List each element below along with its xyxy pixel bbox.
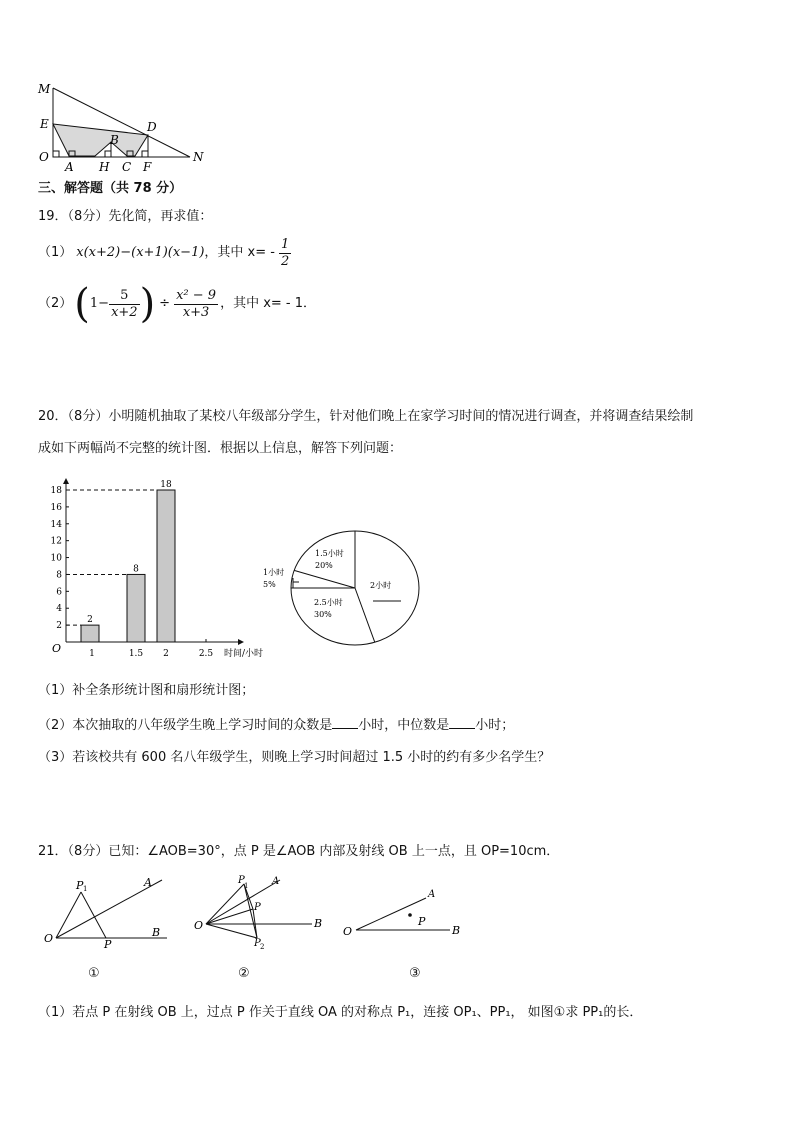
slice-pct: 20% [315, 561, 333, 570]
svg-text:1: 1 [83, 885, 88, 893]
slice-pct: 5% [263, 580, 276, 589]
q20-part2-a: （2）本次抽取的八年级学生晚上学习时间的众数是 [38, 718, 333, 733]
y-tick-label: 18 [50, 486, 62, 496]
svg-text:A: A [272, 876, 280, 887]
data-label: 2 [87, 615, 93, 626]
q21-part1: （1）若点 P 在射线 OB 上，过点 P 作关于直线 OA 的对称点 P₁，连接 OP₁、PP₁， 如图①求 PP₁的长． [38, 1005, 643, 1020]
x-tick-label: 2 [163, 649, 169, 659]
q21-figure-1-label: ① [88, 966, 100, 981]
q21-figure-2-label: ② [238, 966, 250, 981]
q19-part1-fraction [279, 237, 291, 270]
y-tick-label: 8 [56, 570, 62, 581]
x-tick-label: 1.5 [128, 649, 144, 659]
q19-part2-label: （2） [38, 296, 73, 311]
label-F: F [143, 160, 152, 174]
label-C: C [122, 160, 132, 174]
y-tick-label: 2 [56, 621, 62, 632]
pie-chart [255, 526, 425, 648]
svg-text:1: 1 [244, 882, 249, 890]
svg-text:O: O [194, 919, 204, 932]
right-angle-H [105, 151, 111, 157]
slice-pct: 30% [314, 610, 332, 619]
data-label: 8 [133, 564, 139, 575]
section-heading: 三、解答题（共 78 分） [38, 181, 183, 196]
q19-part2-frac1-num: 5 [109, 288, 140, 305]
mode-blank [332, 715, 358, 729]
label-B: B [110, 133, 119, 147]
right-angle-F [142, 151, 148, 157]
q19-part1-frac-num: 1 [280, 236, 290, 252]
y-tick-label: 10 [50, 553, 62, 564]
data-label: 18 [160, 480, 172, 490]
slice-label: 1小时 [263, 568, 285, 577]
q19-part2-div: ÷ [159, 296, 171, 311]
svg-text:B: B [452, 924, 461, 937]
q19-part1-cond: ，其中 x= - [204, 245, 275, 260]
right-paren: ) [139, 281, 156, 327]
q19-part2 [38, 282, 316, 326]
q19-part1-expr: x(x+2)−(x+1)(x−1) [76, 245, 205, 260]
y-axis-arrow [63, 478, 69, 484]
right-angle-O [53, 151, 59, 157]
svg-text:P: P [76, 879, 84, 892]
q20-stem-line2: 成如下两幅尚不完整的统计图．根据以上信息，解答下列问题： [38, 441, 403, 456]
label-N: N [193, 150, 204, 164]
q19-part2-one-minus: 1− [89, 296, 110, 311]
x-axis-label: 时间/小时 [224, 649, 264, 659]
q21-figure-1 [42, 872, 182, 951]
label-M: M [38, 82, 51, 96]
bar-chart [38, 476, 268, 661]
median-blank [449, 715, 475, 729]
q19-part1-frac-den: 2 [280, 253, 290, 269]
y-tick-label: 14 [50, 519, 62, 530]
q19-part2-cond: ，其中 x= - 1． [220, 296, 317, 311]
q20-stem-line1: 20．（8分）小明随机抽取了某校八年级部分学生，针对他们晚上在家学习时间的情况进行调查，并将调查结果绘制 [38, 409, 694, 424]
q19-part2-frac1-den: x+2 [111, 304, 138, 320]
q21-stem: 21．（8分）已知：∠AOB=30°，点 P 是∠AOB 内部及射线 OB 上一点，且 OP=10cm． [38, 844, 560, 859]
svg-text:2: 2 [260, 943, 265, 951]
svg-text:P: P [254, 938, 261, 949]
q20-part1: （1）补全条形统计图和扇形统计图； [38, 683, 255, 698]
label-H: H [99, 160, 110, 174]
y-tick-label: 6 [56, 587, 62, 598]
svg-text:A: A [428, 889, 436, 900]
x-tick-label: 1 [89, 649, 95, 659]
bar [127, 574, 145, 642]
q21-figure-2 [192, 872, 332, 952]
q20-part3: （3）若该校共有 600 名八年级学生，则晚上学习时间超过 1.5 小时的约有多少名学生？ [38, 750, 551, 765]
top-geometry-figure [35, 80, 210, 175]
left-paren: ( [74, 281, 90, 327]
label-O: O [39, 150, 49, 164]
label-A: A [65, 160, 74, 174]
q19-part2-frac2 [174, 288, 218, 321]
origin-label: O [52, 642, 62, 655]
slice-label: 1.5小时 [315, 549, 344, 558]
q20-part2-b: 小时，中位数是 [358, 718, 450, 733]
svg-text:A: A [144, 876, 152, 889]
q19-part2-frac1 [109, 288, 140, 321]
q19-part1-label: （1） [38, 245, 73, 260]
bar [81, 625, 99, 642]
q21-figure-3 [340, 880, 470, 942]
q19-part1 [38, 236, 291, 270]
y-tick-label: 16 [50, 502, 62, 513]
slice-label: 2.5小时 [314, 598, 343, 607]
bar [157, 490, 175, 642]
y-tick-label: 4 [56, 604, 62, 615]
y-tick-label: 12 [50, 536, 62, 547]
x-axis-arrow [238, 639, 244, 645]
q21-figure-3-label: ③ [409, 966, 421, 981]
svg-text:O: O [343, 925, 353, 938]
svg-text:B: B [152, 926, 161, 939]
q20-part2 [38, 715, 514, 735]
q19-stem: 19．（8分）先化简，再求值： [38, 209, 213, 224]
svg-text:P: P [418, 915, 426, 928]
svg-text:P: P [254, 902, 261, 913]
x-tick-label: 2.5 [198, 649, 214, 659]
label-E: E [40, 117, 49, 131]
q19-part2-frac2-num: x² − 9 [176, 287, 217, 303]
svg-text:P: P [238, 875, 245, 886]
svg-text:P: P [104, 938, 112, 951]
q20-part2-c: 小时； [475, 718, 515, 733]
svg-text:B: B [314, 917, 323, 930]
label-D: D [147, 120, 157, 134]
svg-text:O: O [44, 932, 54, 945]
q19-part2-frac2-den: x+3 [182, 304, 210, 320]
slice-label: 2小时 [370, 581, 392, 590]
